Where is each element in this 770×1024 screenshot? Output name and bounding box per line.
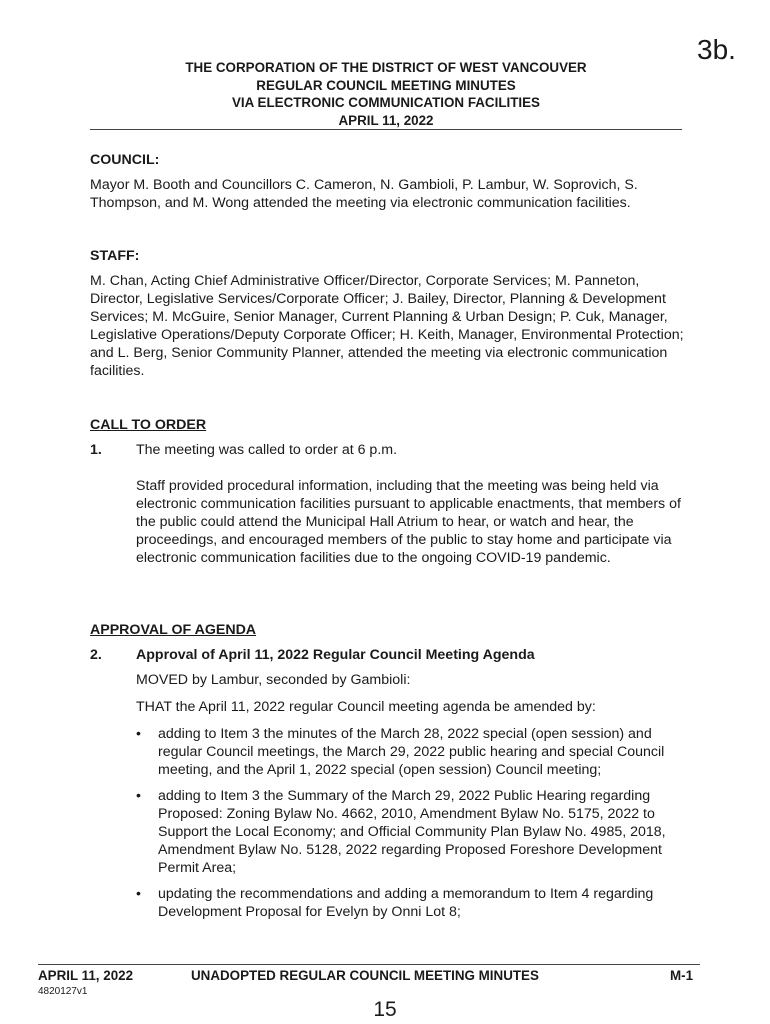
header-meeting-type: REGULAR COUNCIL MEETING MINUTES — [256, 77, 516, 93]
council-attendance-text: Mayor M. Booth and Councillors C. Cameron, N. Gambioli, P. Lambur, W. Soprovich, S. Thompson, and M. Wong attended the meeting via electronic communication facilities. — [90, 177, 638, 211]
list-item-text: adding to Item 3 the Summary of the March 29, 2022 Public Hearing regarding Proposed: Zoning Bylaw No. 4662, 2010, Amendment Bylaw No. 5175, 2022 to Support the Local Economy; and Official Community Plan Bylaw No. 4985, 2018, Amendment Bylaw No. 5128, 2022 regarding Proposed Foreshore Development Permit Area; — [158, 788, 666, 876]
bullet-icon: • — [136, 886, 141, 902]
footer-date: APRIL 11, 2022 — [38, 968, 134, 983]
header-date: APRIL 11, 2022 — [338, 112, 434, 128]
document-header — [90, 59, 682, 129]
list-item-text: updating the recommendations and adding a memorandum to Item 4 regarding Development Proposal for Evelyn by Onni Lot 8; — [158, 886, 654, 920]
list-item — [136, 725, 684, 779]
motion-resolution-text: THAT the April 11, 2022 regular Council meeting agenda be amended by: — [136, 699, 596, 715]
footer-page-code: M-1 — [670, 968, 694, 983]
list-item-text: adding to Item 3 the minutes of the March 28, 2022 special (open session) and regular Council meetings, the March 29, 2022 public hearing and special Council meeting, and the April 1, 2022 special (open session) Council meeting; — [158, 726, 665, 778]
header-meeting-format: VIA ELECTRONIC COMMUNICATION FACILITIES — [232, 95, 540, 110]
bullet-icon: • — [136, 726, 141, 742]
header-organization: THE CORPORATION OF THE DISTRICT OF WEST VANCOUVER — [185, 60, 587, 75]
page-number: 15 — [373, 998, 397, 1021]
staff-attendance-text: M. Chan, Acting Chief Administrative Officer/Director, Corporate Services; M. Panneton, Director, Legislative Services/Corporate Officer; J. Bailey, Director, Planning & Development Services; M. McGuire, Senior Manager, Current Planning & Urban Design; P. Cuk, Manager, Legislative Operations/Deputy Corporate Officer; H. Keith, Manager, Environmental Protection; and L. Berg, Senior Community Planner, attended the meeting via electronic communication facilities. — [90, 273, 684, 379]
item-number: 2. — [90, 647, 102, 663]
footer-divider — [38, 964, 700, 965]
agenda-item-title: Approval of April 11, 2022 Regular Council Meeting Agenda — [136, 647, 535, 663]
procedural-info-text: Staff provided procedural information, including that the meeting was being held via electronic communication facilities pursuant to applicable enactments, that members of the public could attend the Municipal Hall Atrium to hear, or watch and hear, the proceedings, and encouraged members of the public to stay home and participate via electronic communication facilities due to the ongoing COVID-19 pandemic. — [136, 478, 681, 566]
motion-moved-text: MOVED by Lambur, seconded by Gambioli: — [136, 672, 411, 688]
list-item — [136, 787, 684, 877]
header-divider — [90, 129, 682, 130]
call-to-order-text: The meeting was called to order at 6 p.m. — [136, 442, 398, 458]
call-to-order-heading: CALL TO ORDER — [90, 417, 207, 433]
document-id: 4820127v1 — [38, 986, 88, 997]
amendment-list — [136, 725, 684, 929]
footer-title: UNADOPTED REGULAR COUNCIL MEETING MINUTES — [191, 968, 539, 983]
bullet-icon: • — [136, 788, 141, 804]
agenda-item-tag: 3b. — [697, 34, 736, 65]
council-heading: COUNCIL: — [90, 152, 160, 168]
approval-of-agenda-heading: APPROVAL OF AGENDA — [90, 622, 257, 638]
item-number: 1. — [90, 442, 102, 458]
list-item — [136, 885, 684, 921]
staff-heading: STAFF: — [90, 248, 140, 264]
